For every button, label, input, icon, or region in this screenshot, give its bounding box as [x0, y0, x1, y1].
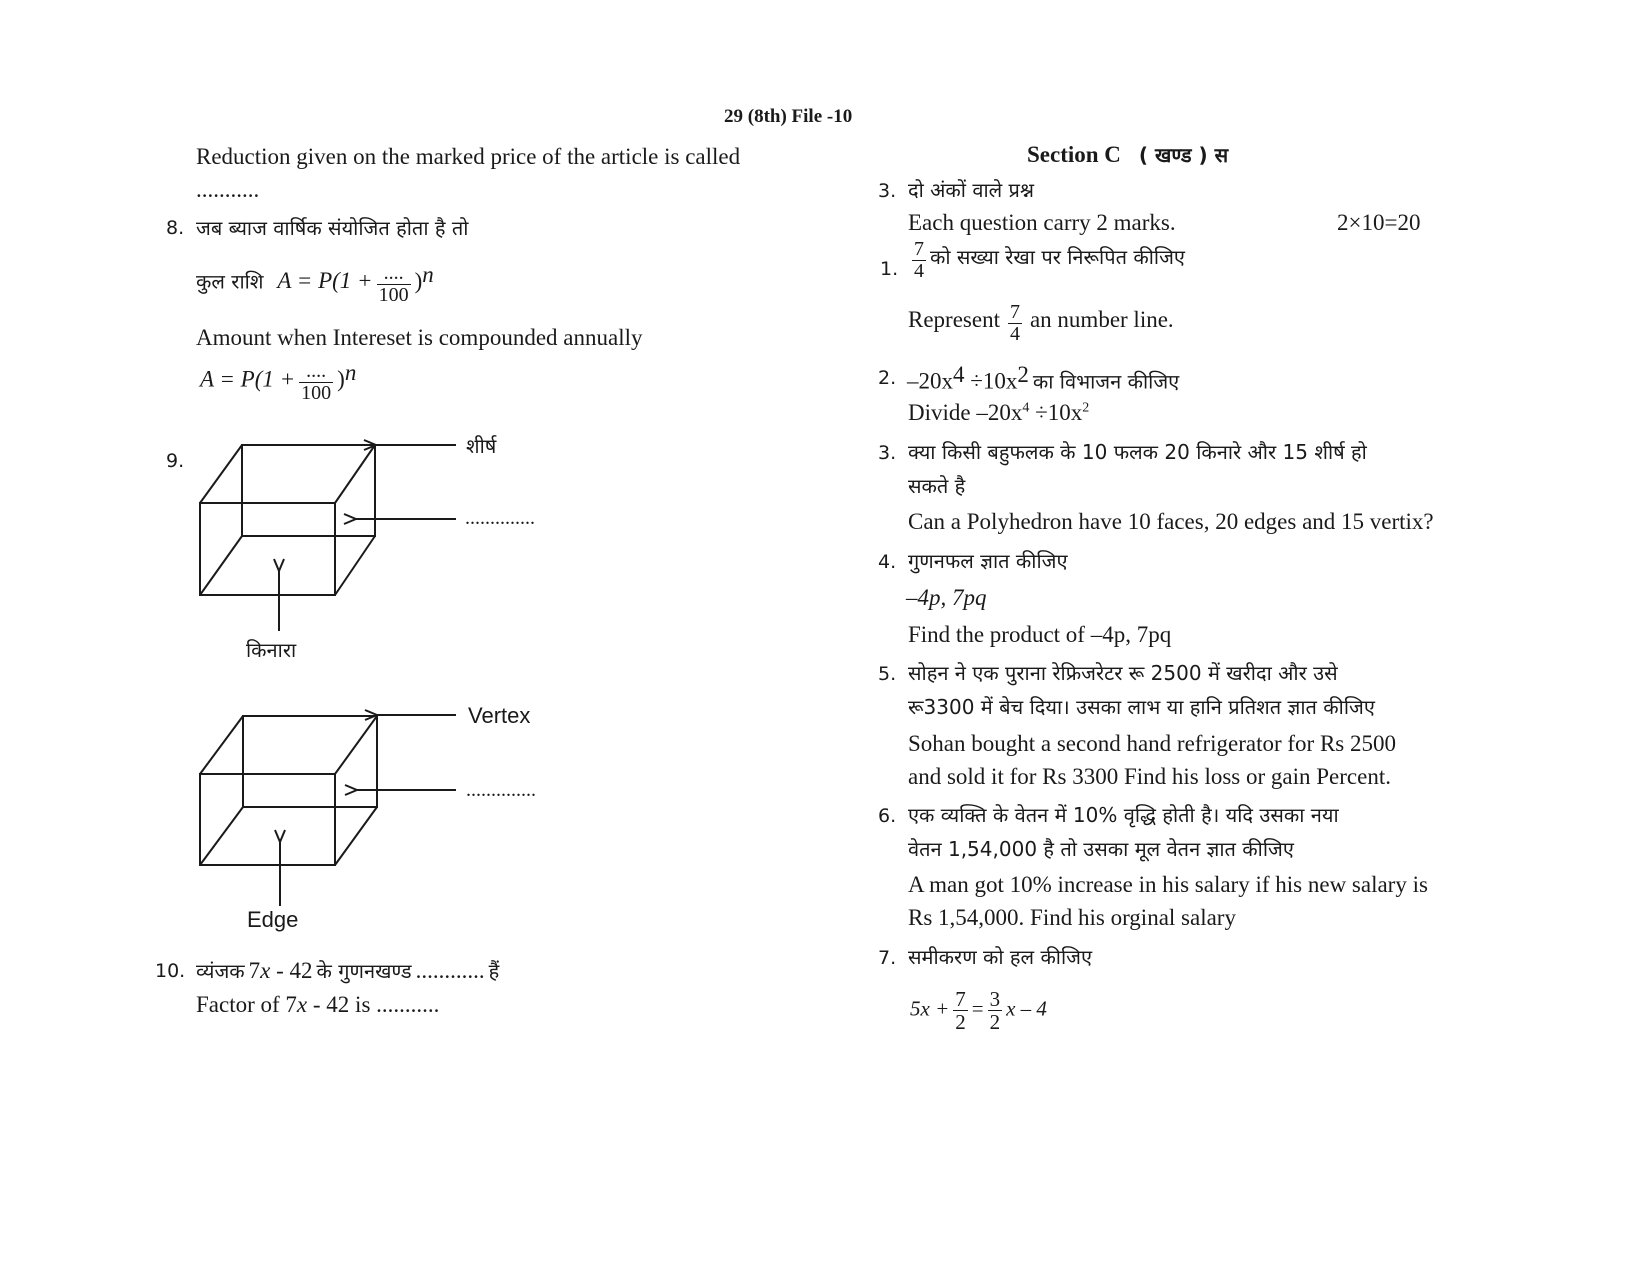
rq5-english-line1: Sohan bought a second hand refrigerator for Rs 2500	[908, 731, 1396, 756]
rq1-hindi-text: $\frac{7}{4}$ को सख्या रेखा पर निरूपित कीजिए	[914, 238, 1185, 282]
q8-number: 8.	[166, 217, 185, 239]
formula-fraction: $\frac{....}{100}$	[301, 360, 332, 405]
q8-amount-label: कुल राशि	[196, 269, 264, 294]
rq7-equation: 5x + $\frac{7}{2}$ = $\frac{3}{2}$ x – 4	[910, 987, 1047, 1035]
label-edge-hindi: किनारा	[246, 638, 297, 662]
cube-diagram-english	[200, 715, 456, 906]
rq3-hindi-line2: सकते है	[908, 474, 966, 498]
q8-english-text: Amount when Intereset is compounded annually	[196, 325, 643, 350]
rq5-number: 5.	[878, 663, 897, 685]
q10-number: 10.	[155, 960, 186, 982]
rq5-hindi-line2: रू3300 में बेच दिया। उसका लाभ या हानि प्रतिशत ज्ञात कीजिए	[908, 695, 1375, 719]
section-intro-english: Each question carry 2 marks.	[908, 210, 1176, 235]
rq4-english-text: Find the product of –4p, 7pq	[908, 622, 1172, 647]
page-title: 29 (8th) File -10	[724, 106, 853, 127]
label-edge-english: Edge	[247, 907, 299, 932]
q10-hindi-text: व्यंजक 7x - 42 के गुणनखण्ड ............ हैं	[196, 958, 500, 983]
q9-number: 9.	[166, 450, 185, 472]
cube-diagram-hindi	[200, 445, 456, 631]
rq6-hindi-line1: एक व्यक्ति के वेतन में 10% वृद्धि होती है। यदि उसका नया	[908, 803, 1339, 827]
rq7-hindi-text: समीकरण को हल कीजिए	[908, 945, 1093, 969]
formula-lhs: A = P(1 +	[200, 366, 296, 392]
label-face-blank-english: ..............	[466, 779, 536, 801]
q7-continuation-text: Reduction given on the marked price of the article is called	[196, 144, 741, 169]
rq5-english-line2: and sold it for Rs 3300 Find his loss or gain Percent.	[908, 764, 1391, 789]
rq1-english-text: Represent $\frac{7}{4}$ an number line.	[908, 301, 1174, 345]
section-intro-hindi: दो अंकों वाले प्रश्न	[908, 178, 1035, 202]
rq6-number: 6.	[878, 805, 897, 827]
formula-lhs: A = P(1 +	[277, 268, 373, 294]
q8-hindi-text: जब ब्याज वार्षिक संयोजित होता है तो	[196, 216, 469, 240]
rq4-hindi-text: गुणनफल ज्ञात कीजिए	[908, 549, 1068, 573]
q8-hindi-formula: कुल राशि A = P(1 + $\frac{....}{100}$ )$^n$	[196, 262, 434, 307]
rq2-hindi-text: $-20x^4 \div 10x^2$ का विभाजन कीजिए	[907, 362, 1180, 394]
rq2-number: 2.	[878, 367, 897, 389]
label-vertex-hindi: शीर्ष	[466, 434, 497, 458]
rq4-expression: –4p, 7pq	[906, 585, 987, 610]
rq3-hindi-line1: क्या किसी बहुफलक के 10 फलक 20 किनारे और 15 शीर्ष हो	[908, 440, 1367, 464]
section-heading: Section C ( खण्ड ) स	[1027, 142, 1229, 167]
rq6-english-line1: A man got 10% increase in his salary if his new salary is	[908, 872, 1428, 897]
rq3-english-text: Can a Polyhedron have 10 faces, 20 edges and 15 vertix?	[908, 509, 1434, 534]
rq6-english-line2: Rs 1,54,000. Find his orginal salary	[908, 905, 1236, 930]
rq5-hindi-line1: सोहन ने एक पुराना रेफ्रिजरेटर रू 2500 में खरीदा और उसे	[908, 661, 1338, 685]
rq1-number: 1.	[880, 258, 899, 280]
formula-fraction: $\frac{....}{100}$	[378, 262, 409, 307]
q7-answer-blank: ...........	[196, 177, 260, 202]
rq7-number: 7.	[878, 947, 897, 969]
rq3-number: 3.	[878, 442, 897, 464]
label-face-blank-hindi: ..............	[465, 507, 535, 529]
label-vertex-english: Vertex	[468, 703, 531, 728]
section-marks: 2×10=20	[1337, 210, 1421, 235]
q10-english-text: Factor of 7x - 42 is ...........	[196, 992, 440, 1017]
rq4-number: 4.	[878, 551, 897, 573]
q8-english-formula: A = P(1 + $\frac{....}{100}$ )$^n$	[200, 360, 357, 405]
rq6-hindi-line2: वेतन 1,54,000 है तो उसका मूल वेतन ज्ञात कीजिए	[908, 837, 1294, 861]
section-number: 3.	[878, 180, 897, 202]
rq2-english-text: Divide $-20x^4 \div 10x^2$	[908, 400, 1090, 425]
